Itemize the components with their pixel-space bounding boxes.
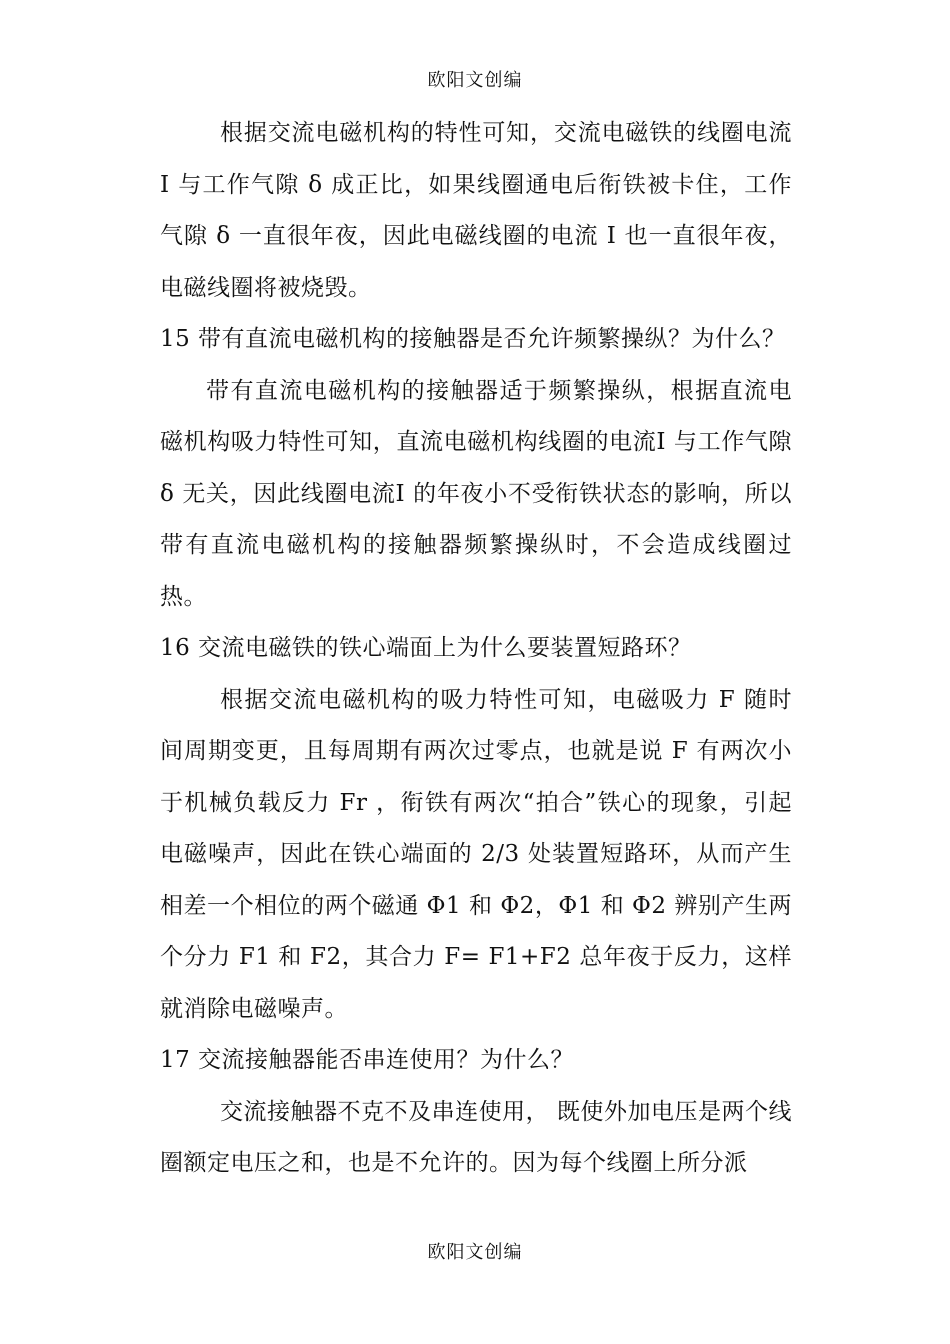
question-text: 带有直流电磁机构的接触器是否允许频繁操纵？为什么？	[198, 326, 786, 352]
page-footer: 欧阳文创编	[427, 1242, 523, 1263]
question-text: 交流接触器能否串连使用？为什么？	[198, 1047, 574, 1073]
answer-paragraph: 根据交流电磁机构的吸力特性可知，电磁吸力 F 随时间周期变更，且每周期有两次过零点，也就是说 F 有两次小于机械负载反力 Fr ，衔铁有两次“拍合”铁心的现象，引起电磁噪声，因此在铁心端面的 2/3 处装置短路环，从而产生相差一个相位的两个磁通 Φ1 和 Φ2，Φ1 和 Φ2 辨别产生两个分力 F1 和 F2，其合力 F= F1+F2 总年夜于反力，这样就消除电磁噪声。	[160, 686, 792, 1022]
question-15	[160, 314, 792, 366]
question-16	[160, 623, 792, 675]
page-header: 欧阳文创编	[427, 70, 523, 91]
answer-paragraph: 交流接触器不克不及串连使用， 既使外加电压是两个线圈额定电压之和，也是不允许的。因为每个线圈上所分派	[160, 1098, 792, 1176]
answer-paragraph: 根据交流电磁机构的特性可知，交流电磁铁的线圈电流I 与工作气隙 δ 成正比，如果线圈通电后衔铁被卡住，工作气隙 δ 一直很年夜，因此电磁线圈的电流 I 也一直很年夜，电磁线圈将被烧毁。	[160, 120, 792, 301]
answer-paragraph: 带有直流电磁机构的接触器适于频繁操纵，根据直流电磁机构吸力特性可知，直流电磁机构线圈的电流I 与工作气隙 δ 无关，因此线圈电流I 的年夜小不受衔铁状态的影响，所以带有直流电磁机构的接触器频繁操纵时，不会造成线圈过热。	[160, 377, 792, 610]
question-number: 17	[160, 1047, 191, 1073]
document-body	[160, 108, 792, 1190]
question-number: 16	[160, 635, 191, 661]
question-number: 15	[160, 326, 191, 352]
question-text: 交流电磁铁的铁心端面上为什么要装置短路环？	[198, 635, 692, 661]
question-17	[160, 1035, 792, 1087]
